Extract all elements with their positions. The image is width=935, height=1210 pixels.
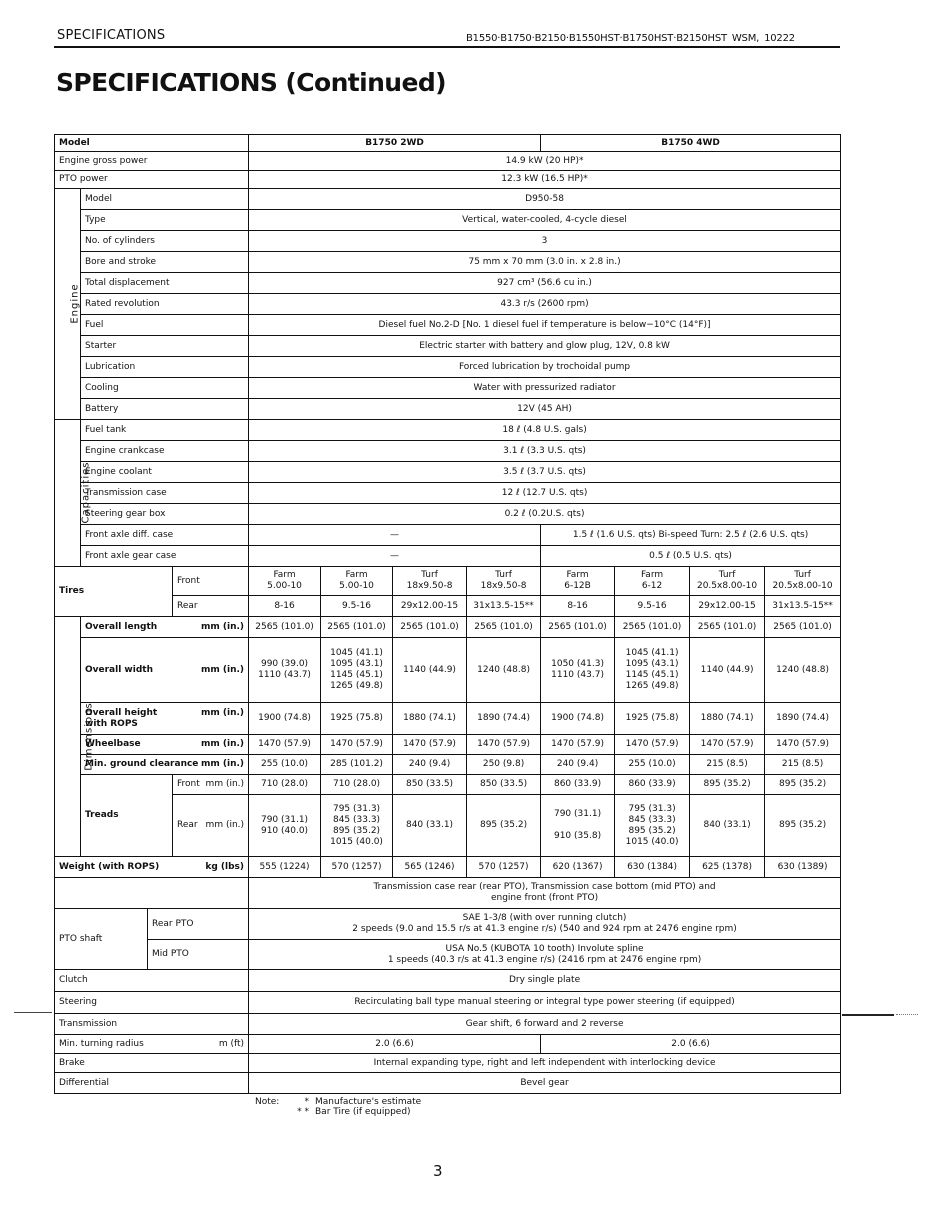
- tires-rear-row: [55, 596, 841, 617]
- pto-location-line: Transmission case rear (rear PTO), Transmission case bottom (mid PTO) and: [373, 882, 716, 892]
- row-value: Bevel gear: [249, 1073, 841, 1094]
- group-label: Engine: [69, 283, 81, 324]
- tire-type: Farm: [273, 570, 296, 580]
- tread-line: 845 (33.3): [628, 814, 676, 825]
- tire-front-cell: [615, 567, 690, 596]
- clearance-cell: 240 (9.4): [393, 755, 467, 775]
- value-4wd: 1.5 ℓ (1.6 U.S. qts) Bi-speed Turn: 2.5 ℓ (2.6 U.S. qts): [541, 525, 841, 546]
- capacity-row: [55, 546, 841, 567]
- row-value: 927 cm³ (56.6 cu in.): [249, 273, 841, 294]
- engine-row: [55, 378, 841, 399]
- tread-rear-cell: [249, 795, 321, 857]
- width-line: 1265 (49.8): [330, 681, 383, 691]
- height-label-2: with ROPS: [85, 718, 138, 729]
- row-value: 14.9 kW (20 HP)*: [249, 152, 841, 171]
- tires-front-row: [55, 567, 841, 596]
- treads-front-text: Front: [177, 779, 200, 789]
- running-header-section: SPECIFICATIONS: [57, 28, 166, 43]
- height-cell: 1880 (74.1): [393, 703, 467, 735]
- wheelbase-cell: 1470 (57.9): [765, 735, 841, 755]
- engine-row: [55, 189, 841, 210]
- page-title: SPECIFICATIONS (Continued): [56, 68, 446, 97]
- tire-size: 5.00-10: [267, 581, 302, 591]
- tire-rear-cell: 8-16: [541, 596, 615, 617]
- length-cell: 2565 (101.0): [615, 617, 690, 638]
- width-line: 1145 (45.1): [625, 670, 679, 680]
- width-line: 1095 (43.1): [625, 659, 679, 669]
- differential-row: [55, 1073, 841, 1094]
- engine-row: [55, 336, 841, 357]
- tread-front-cell: 850 (33.5): [467, 775, 541, 795]
- length-cell: 2565 (101.0): [321, 617, 393, 638]
- model-2wd-header: B1750 2WD: [249, 135, 541, 152]
- tire-size: 5.00-10: [339, 581, 374, 591]
- tire-rear-cell: 29x12.00-15: [393, 596, 467, 617]
- treads-rear-row: [55, 795, 841, 857]
- unit-label: mm (in.): [201, 621, 245, 632]
- row-label: Brake: [55, 1054, 249, 1073]
- row-value: Electric starter with battery and glow plug, 12V, 0.8 kW: [249, 336, 841, 357]
- tire-rear-cell: 31x13.5-15**: [765, 596, 841, 617]
- row-value: 3.5 ℓ (3.7 U.S. qts): [249, 462, 841, 483]
- model-label: Model: [55, 135, 249, 152]
- row-label: Bore and stroke: [81, 252, 249, 273]
- width-cell: [249, 638, 321, 703]
- note-label: Note:: [255, 1097, 280, 1107]
- mid-pto-line: 1 speeds (40.3 r/s at 41.3 engine r/s) (2416 rpm at 2476 engine rpm): [387, 954, 702, 965]
- footnotes: [255, 1097, 421, 1117]
- clearance-cell: 215 (8.5): [765, 755, 841, 775]
- tread-front-cell: 710 (28.0): [321, 775, 393, 795]
- tread-rear-cell: [393, 795, 467, 857]
- engine-row: [55, 231, 841, 252]
- group-label: Dimensions: [83, 701, 95, 771]
- row-value: 3: [249, 231, 841, 252]
- width-line: 1140 (44.9): [700, 664, 754, 675]
- tread-front-cell: 710 (28.0): [249, 775, 321, 795]
- height-cell: 1900 (74.8): [541, 703, 615, 735]
- row-label: Differential: [55, 1073, 249, 1094]
- wheelbase-row: [55, 735, 841, 755]
- tire-rear-cell: 31x13.5-15**: [467, 596, 541, 617]
- tire-rear-cell: 29x12.00-15: [690, 596, 765, 617]
- row-label: Steering gear box: [81, 504, 249, 525]
- tire-type: Turf: [794, 570, 811, 580]
- treads-rear-label: [173, 795, 249, 857]
- mid-pto-row: [55, 940, 841, 970]
- rear-pto-line: 2 speeds (9.0 and 15.5 r/s at 41.3 engine r/s) (540 and 924 rpm at 2476 engine rpm): [352, 924, 737, 934]
- clearance-cell: 250 (9.8): [467, 755, 541, 775]
- tire-size: 20.5x8.00-10: [772, 581, 833, 591]
- tread-line: 1015 (40.0): [625, 836, 679, 847]
- unit-label: mm (in.): [201, 739, 245, 749]
- mid-pto-value: [249, 940, 841, 970]
- mid-pto-label: Mid PTO: [148, 940, 249, 970]
- tire-rear-cell: 9.5-16: [321, 596, 393, 617]
- tread-line: 910 (35.8): [553, 831, 602, 841]
- length-cell: 2565 (101.0): [393, 617, 467, 638]
- engine-row: [55, 252, 841, 273]
- row-value: 12V (45 AH): [249, 399, 841, 420]
- note-star-2: * *: [297, 1107, 309, 1117]
- overall-length-label: Overall length: [85, 621, 158, 632]
- width-line: 1265 (49.8): [625, 681, 679, 691]
- row-value: 12.3 kW (16.5 HP)*: [249, 171, 841, 189]
- tires-rear-label: Rear: [173, 596, 249, 617]
- steering-row: [55, 992, 841, 1014]
- capacity-row: [55, 441, 841, 462]
- capacity-row: [55, 504, 841, 525]
- scan-mark-right: [842, 1014, 894, 1016]
- scan-mark-left: [14, 1012, 52, 1013]
- row-value: Vertical, water-cooled, 4-cycle diesel: [249, 210, 841, 231]
- brake-row: [55, 1054, 841, 1073]
- unit-label: mm (in.): [205, 779, 245, 789]
- width-line: 1145 (45.1): [330, 670, 383, 680]
- weight-cell: 555 (1224): [249, 857, 321, 878]
- row-value: 12 ℓ (12.7 U.S. qts): [249, 483, 841, 504]
- weight-cell: 625 (1378): [690, 857, 765, 878]
- row-label: [55, 1035, 249, 1054]
- tread-rear-cell: [467, 795, 541, 857]
- weight-cell: 570 (1257): [321, 857, 393, 878]
- capacity-row: [55, 462, 841, 483]
- weight-cell: 630 (1384): [615, 857, 690, 878]
- overall-width-row: [55, 638, 841, 703]
- row-label: [81, 755, 249, 775]
- tread-rear-cell: [765, 795, 841, 857]
- width-line: 1045 (41.1): [625, 648, 679, 658]
- width-line: 1095 (43.1): [330, 659, 383, 669]
- tread-line: 845 (33.3): [332, 814, 381, 825]
- row-label: Model: [81, 189, 249, 210]
- height-cell: 1925 (75.8): [615, 703, 690, 735]
- height-cell: 1925 (75.8): [321, 703, 393, 735]
- tire-front-cell: [765, 567, 841, 596]
- pto-location-line: engine front (front PTO): [490, 893, 599, 903]
- height-cell: 1900 (74.8): [249, 703, 321, 735]
- row-label: [55, 857, 249, 878]
- pto-power-row: [55, 171, 841, 189]
- tread-line: 895 (35.2): [479, 820, 528, 830]
- row-label: Transmission: [55, 1014, 249, 1035]
- row-value: Recirculating ball type manual steering or integral type power steering (if equipped): [249, 992, 841, 1014]
- rear-pto-line: SAE 1-3/8 (with over running clutch): [462, 913, 627, 923]
- running-header-models: B1550·B1750·B2150·B1550HST·B1750HST·B2150HST WSM, 10222: [466, 33, 795, 44]
- engine-row: [55, 357, 841, 378]
- turning-radius-row: [55, 1035, 841, 1054]
- width-line: 1240 (48.8): [776, 664, 829, 675]
- engine-row: [55, 210, 841, 231]
- length-cell: 2565 (101.0): [249, 617, 321, 638]
- clearance-cell: 215 (8.5): [690, 755, 765, 775]
- weight-row: [55, 857, 841, 878]
- unit-label: mm (in.): [201, 664, 245, 675]
- tread-line: 840 (33.1): [405, 820, 454, 830]
- row-label: Starter: [81, 336, 249, 357]
- tire-size: 18x9.50-8: [480, 581, 527, 591]
- unit-label: mm (in.): [201, 759, 245, 769]
- value-2wd: 2.0 (6.6): [249, 1035, 541, 1054]
- height-cell: 1890 (74.4): [765, 703, 841, 735]
- tread-line: 795 (31.3): [628, 803, 676, 814]
- mid-pto-line: USA No.5 (KUBOTA 10 tooth) Involute spline: [445, 943, 644, 954]
- width-line: 1140 (44.9): [403, 664, 456, 675]
- tire-type: Farm: [640, 570, 664, 580]
- capacity-row: [55, 420, 841, 441]
- overall-height-row: [55, 703, 841, 735]
- engine-row: [55, 399, 841, 420]
- rear-pto-label: Rear PTO: [148, 909, 249, 940]
- tire-rear-cell: 9.5-16: [615, 596, 690, 617]
- pto-location-value: [249, 878, 841, 909]
- tire-front-cell: [249, 567, 321, 596]
- wheelbase-cell: 1470 (57.9): [467, 735, 541, 755]
- width-line: 1110 (43.7): [258, 670, 311, 680]
- model-row: [55, 135, 841, 152]
- height-cell: 1880 (74.1): [690, 703, 765, 735]
- ground-clearance-label: Min. ground clearance: [85, 759, 199, 769]
- width-cell: [393, 638, 467, 703]
- row-label: [81, 735, 249, 755]
- tread-front-cell: 850 (33.5): [393, 775, 467, 795]
- row-label: Engine gross power: [55, 152, 249, 171]
- value-4wd: 0.5 ℓ (0.5 U.S. qts): [541, 546, 841, 567]
- width-line: 1110 (43.7): [551, 670, 604, 680]
- row-label: Lubrication: [81, 357, 249, 378]
- row-label: Fuel tank: [81, 420, 249, 441]
- unit-label: mm (in.): [201, 707, 245, 718]
- tread-front-cell: 895 (35.2): [765, 775, 841, 795]
- wheelbase-cell: 1470 (57.9): [321, 735, 393, 755]
- tire-front-cell: [541, 567, 615, 596]
- height-cell: 1890 (74.4): [467, 703, 541, 735]
- wheelbase-cell: 1470 (57.9): [393, 735, 467, 755]
- row-value: Gear shift, 6 forward and 2 reverse: [249, 1014, 841, 1035]
- tire-type: Turf: [718, 570, 736, 580]
- pto-location-row: [55, 878, 841, 909]
- width-line: 1050 (41.3): [551, 659, 604, 669]
- weight-cell: 570 (1257): [467, 857, 541, 878]
- row-label: Steering: [55, 992, 249, 1014]
- row-value: 75 mm x 70 mm (3.0 in. x 2.8 in.): [249, 252, 841, 273]
- clearance-cell: 255 (10.0): [615, 755, 690, 775]
- clearance-cell: 285 (101.2): [321, 755, 393, 775]
- capacity-row: [55, 525, 841, 546]
- tread-line: 790 (31.1): [553, 809, 602, 819]
- tread-line: 790 (31.1): [260, 814, 309, 825]
- row-label: Transmission case: [81, 483, 249, 504]
- weight-cell: 620 (1367): [541, 857, 615, 878]
- row-label: Rated revolution: [81, 294, 249, 315]
- engine-row: [55, 315, 841, 336]
- row-label: Engine coolant: [81, 462, 249, 483]
- rear-pto-value: [249, 909, 841, 940]
- row-label: Total displacement: [81, 273, 249, 294]
- engine-group-label: [55, 189, 81, 420]
- value-2wd: —: [249, 525, 541, 546]
- row-label: [81, 638, 249, 703]
- value-4wd: 2.0 (6.6): [541, 1035, 841, 1054]
- tread-rear-cell: [541, 795, 615, 857]
- row-label: [81, 617, 249, 638]
- note-text-1: Manufacture's estimate: [315, 1097, 422, 1107]
- empty-label-cell: [55, 878, 249, 909]
- row-label: Cooling: [81, 378, 249, 399]
- row-value: D950-58: [249, 189, 841, 210]
- weight-label: Weight (with ROPS): [59, 861, 160, 872]
- row-value: Forced lubrication by trochoidal pump: [249, 357, 841, 378]
- row-label: No. of cylinders: [81, 231, 249, 252]
- row-value: Dry single plate: [249, 970, 841, 992]
- capacity-row: [55, 483, 841, 504]
- row-value: 43.3 r/s (2600 rpm): [249, 294, 841, 315]
- tires-label: Tires: [55, 567, 173, 617]
- row-label: Fuel: [81, 315, 249, 336]
- tread-line: 895 (35.2): [779, 820, 827, 830]
- engine-row: [55, 294, 841, 315]
- tread-line: 840 (33.1): [703, 820, 751, 830]
- tire-front-cell: [690, 567, 765, 596]
- tread-front-cell: 860 (33.9): [541, 775, 615, 795]
- tread-line: 895 (35.2): [628, 825, 676, 836]
- tread-line: 795 (31.3): [332, 803, 381, 814]
- clutch-row: [55, 970, 841, 992]
- page-number: 3: [433, 1162, 443, 1180]
- engine-row: [55, 273, 841, 294]
- width-cell: [541, 638, 615, 703]
- tread-rear-cell: [690, 795, 765, 857]
- length-cell: 2565 (101.0): [690, 617, 765, 638]
- tire-type: Turf: [495, 570, 512, 580]
- row-label: [81, 703, 249, 735]
- unit-label: kg (lbs): [205, 861, 245, 872]
- tire-size: 18x9.50-8: [406, 581, 453, 591]
- wheelbase-cell: 1470 (57.9): [541, 735, 615, 755]
- width-line: 1240 (48.8): [477, 664, 530, 675]
- row-value: 18 ℓ (4.8 U.S. gals): [249, 420, 841, 441]
- turning-radius-label: Min. turning radius: [59, 1038, 144, 1049]
- treads-rear-text: Rear: [177, 820, 198, 830]
- tread-line: 895 (35.2): [332, 825, 381, 836]
- header-rule: [54, 46, 840, 48]
- tire-type: Turf: [421, 570, 438, 580]
- tire-rear-cell: 8-16: [249, 596, 321, 617]
- wheelbase-cell: 1470 (57.9): [249, 735, 321, 755]
- width-cell: [690, 638, 765, 703]
- treads-label: Treads: [81, 775, 173, 857]
- tire-type: Farm: [345, 570, 368, 580]
- clearance-cell: 255 (10.0): [249, 755, 321, 775]
- tire-type: Farm: [566, 570, 589, 580]
- unit-label: m (ft): [218, 1038, 245, 1049]
- weight-cell: 565 (1246): [393, 857, 467, 878]
- tire-size: 6-12: [641, 581, 663, 591]
- pto-shaft-label: PTO shaft: [55, 909, 148, 970]
- overall-length-row: [55, 617, 841, 638]
- footnote-1: [255, 1097, 421, 1107]
- transmission-row: [55, 1014, 841, 1035]
- height-label-1: Overall height: [85, 707, 158, 718]
- tread-rear-cell: [615, 795, 690, 857]
- row-label: Engine crankcase: [81, 441, 249, 462]
- treads-front-row: [55, 775, 841, 795]
- width-line: 1045 (41.1): [330, 648, 383, 658]
- tire-front-cell: [393, 567, 467, 596]
- wheelbase-cell: 1470 (57.9): [615, 735, 690, 755]
- row-label: Clutch: [55, 970, 249, 992]
- clearance-cell: 240 (9.4): [541, 755, 615, 775]
- tire-size: 6-12B: [564, 581, 591, 591]
- row-label: Battery: [81, 399, 249, 420]
- row-value: Internal expanding type, right and left independent with interlocking device: [249, 1054, 841, 1073]
- overall-width-label: Overall width: [85, 664, 153, 675]
- treads-front-label: [173, 775, 249, 795]
- rear-pto-row: [55, 909, 841, 940]
- tread-line: 1015 (40.0): [330, 836, 383, 847]
- row-value: 0.2 ℓ (0.2U.S. qts): [249, 504, 841, 525]
- capacities-group-label: [55, 420, 92, 567]
- specifications-table: [54, 134, 841, 1094]
- row-label: Front axle diff. case: [81, 525, 249, 546]
- length-cell: 2565 (101.0): [541, 617, 615, 638]
- tread-front-cell: 860 (33.9): [615, 775, 690, 795]
- row-label: PTO power: [55, 171, 249, 189]
- wheelbase-label: Wheelbase: [85, 739, 141, 749]
- row-label: Front axle gear case: [81, 546, 249, 567]
- tread-line: 910 (40.0): [260, 825, 309, 836]
- width-cell: [321, 638, 393, 703]
- length-cell: 2565 (101.0): [467, 617, 541, 638]
- unit-label: mm (in.): [205, 820, 245, 830]
- row-value: 3.1 ℓ (3.3 U.S. qts): [249, 441, 841, 462]
- wheelbase-cell: 1470 (57.9): [690, 735, 765, 755]
- footnote-2: [255, 1107, 421, 1117]
- note-text-2: Bar Tire (if equipped): [315, 1107, 411, 1117]
- row-label: Type: [81, 210, 249, 231]
- tire-size: 20.5x8.00-10: [696, 581, 758, 591]
- tread-rear-cell: [321, 795, 393, 857]
- width-cell: [615, 638, 690, 703]
- length-cell: 2565 (101.0): [765, 617, 841, 638]
- note-star-1: *: [304, 1097, 309, 1107]
- engine-gross-power-row: [55, 152, 841, 171]
- value-2wd: —: [249, 546, 541, 567]
- dimensions-group-label: [55, 617, 95, 857]
- tire-front-cell: [467, 567, 541, 596]
- row-value: Water with pressurized radiator: [249, 378, 841, 399]
- width-cell: [765, 638, 841, 703]
- model-4wd-header: B1750 4WD: [541, 135, 841, 152]
- group-label: Capacities: [80, 461, 92, 524]
- row-value: Diesel fuel No.2-D [No. 1 diesel fuel if temperature is below−10°C (14°F)]: [249, 315, 841, 336]
- tread-front-cell: 895 (35.2): [690, 775, 765, 795]
- weight-cell: 630 (1389): [765, 857, 841, 878]
- scan-mark-dots: [896, 1014, 918, 1015]
- tire-front-cell: [321, 567, 393, 596]
- width-line: 990 (39.0): [260, 659, 309, 669]
- ground-clearance-row: [55, 755, 841, 775]
- width-cell: [467, 638, 541, 703]
- tires-front-label: Front: [173, 567, 249, 596]
